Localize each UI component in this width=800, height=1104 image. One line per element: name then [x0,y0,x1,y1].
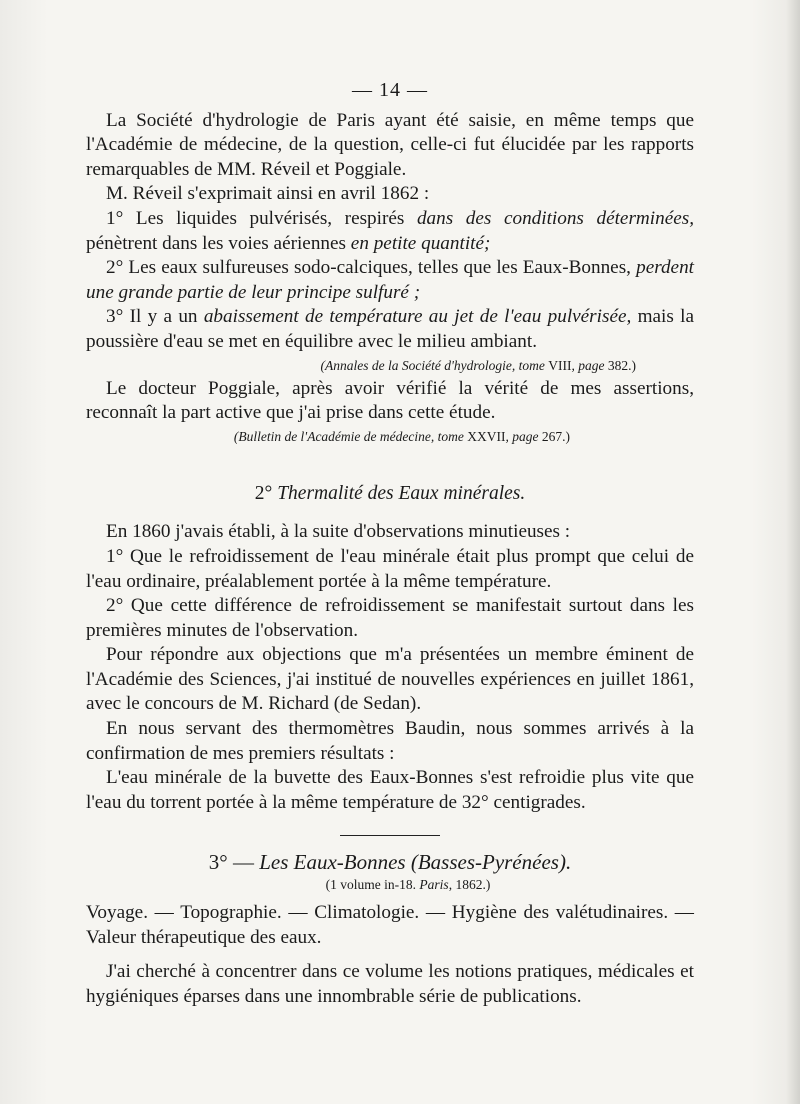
list-item-1 [86,207,694,256]
heading-number: 2° [254,482,278,504]
sub-segment: , 1862.) [448,877,491,893]
page-content [86,78,694,1009]
italic-segment: abaissement de température au jet de l'eau pulvérisée, [203,306,632,328]
ref-segment: 382 [607,357,629,373]
paragraph-objections: Pour répondre aux objections que m'a présentées un membre éminent de l'Académie des Sciences, j'ai institué de nouvelles expériences en juillet 1861, avec le concours de M. Richard (de Sedan). [86,644,694,715]
paragraph-reveil: M. Réveil s'exprimait ainsi en avril 1862 : [106,183,430,205]
text-segment: 2° Les eaux sulfureuses sodo-calciques, telles que les Eaux-Bonnes, [106,257,637,279]
text-segment: 1° Les liquides pulvérisés, respirés [106,207,417,229]
ref-segment: , page [505,428,542,444]
paragraph-intro: La Société d'hydrologie de Paris ayant été saisie, en même temps que l'Académie de médecine, de la question, celle-ci fut élucidée par les rapports remarquables de MM. Réveil et Poggiale. [86,109,694,180]
page-edge-shadow [786,0,800,1104]
ref-segment: .) [628,357,636,373]
heading-title: Thermalité des Eaux minérales. [277,482,526,504]
sub-segment: (1 volume in-18. [325,877,420,893]
list-item-2 [86,256,694,305]
reference-bulletin [86,426,694,448]
page-number: — 14 — [352,79,428,101]
section-divider [340,835,440,836]
ref-segment: VIII [548,357,572,373]
italic-segment: perdent une grande partie de leur principe sulfuré ; [86,257,694,303]
ref-segment: (Bulletin de l'Académie de médecine, tome [233,428,468,444]
text-segment: 3° Il y a un [106,306,204,328]
volume-info [86,875,694,895]
list-item-5: 2° Que cette différence de refroidissement se manifestait surtout dans les premières minutes de l'observation. [86,595,694,641]
paragraph-poggiale: Le docteur Poggiale, après avoir vérifié la vérité de mes assertions, reconnaît la part active que j'ai prise dans cette étude. [86,377,694,424]
ref-segment: (Annales de la Société d'hydrologie, tome [320,357,549,373]
text-segment: pénètrent dans les voies aériennes [86,232,351,254]
reference-annales [86,355,694,377]
italic-segment: en petite quantité; [350,232,491,254]
section-heading-thermalite [86,482,694,507]
list-item-4: 1° Que le refroidissement de l'eau minérale était plus prompt que celui de l'eau ordinaire, préalablement portée à la même température. [86,545,694,592]
list-item-3 [86,305,694,354]
heading-title: Les Eaux-Bonnes (Basses-Pyrénées). [259,850,572,875]
section-heading-eaux-bonnes [86,850,694,875]
text-segment: mais la poussière d'eau se met en équilibre avec le milieu ambiant. [86,306,694,352]
paragraph-contents: Voyage. — Topographie. — Climatologie. — Hygiène des valétudinaires. — Valeur thérapeutique des eaux. [86,902,694,948]
italic-segment: dans des conditions déterminées, [416,207,694,229]
spacer [86,950,694,960]
ref-segment: , page [571,357,608,373]
paragraph-buvette: L'eau minérale de la buvette des Eaux-Bonnes s'est refroidie plus vite que l'eau du torrent portée à la même température de 32° centigrades. [86,767,694,813]
paragraph-1860: En 1860 j'avais établi, à la suite d'observations minutieuses : [106,521,571,543]
paragraph-concentrer: J'ai cherché à concentrer dans ce volume les notions pratiques, médicales et hygiéniques éparses dans une innombrable série de publications. [86,961,694,1007]
paragraph-baudin: En nous servant des thermomètres Baudin, nous sommes arrivés à la confirmation de mes premiers résultats : [86,718,694,764]
heading-number: 3° — [208,850,260,875]
sub-segment: Paris [419,877,449,893]
ref-segment: 267 [541,428,563,444]
ref-segment: XXVII [467,428,506,444]
ref-segment: .) [562,428,570,444]
